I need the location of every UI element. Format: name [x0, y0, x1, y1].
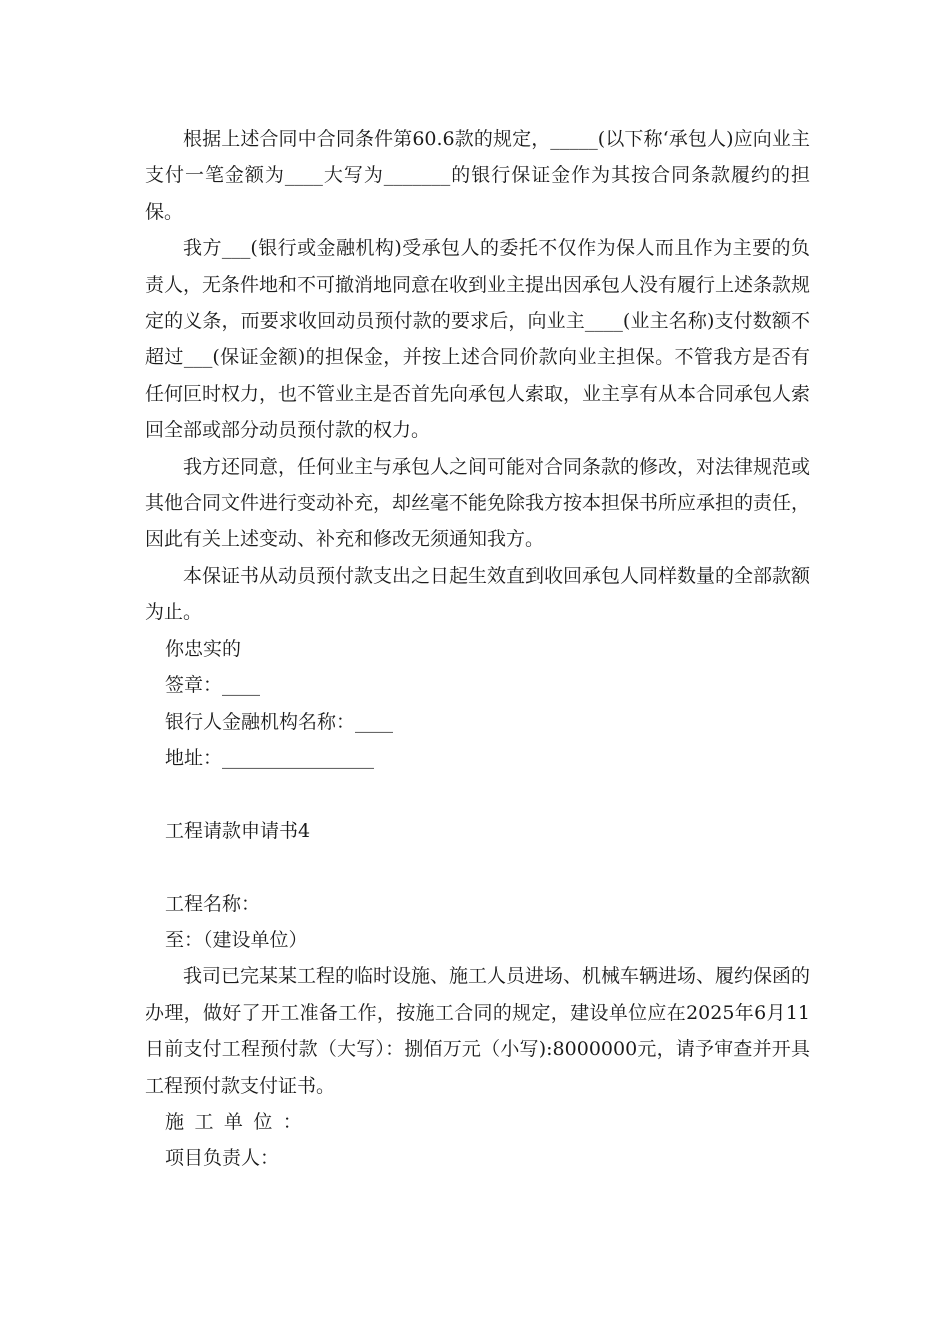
request-paragraph: 我司已完某某工程的临时设施、施工人员进场、机械车辆进场、履约保函的办理，做好了开工准备工作，按施工合同的规定，建设单位应在2025年6月11日前支付工程预付款（大写）：捌佰万元（小写):8000000元，请予审查并开具工程预付款支付证书。 — [145, 965, 811, 1097]
address-line: 地址：________________ — [165, 746, 375, 769]
guarantee-paragraph-1: 根据上述合同中合同条件第60.6款的规定，_____(以下称‘承包人)应向业主支付一笔金额为____大写为_______的银行保证金作为其按合同条款履约的担保。 — [145, 128, 810, 223]
section-title: 工程请款申请书4 — [165, 819, 311, 842]
blank-line — [145, 776, 810, 812]
guarantee-paragraph-2: 我方___(银行或金融机构)受承包人的委托不仅作为保人而且作为主要的负责人，无条件地和不可撤消地同意在收到业主提出因承包人没有履行上述条款规定的义条，而要求收回动员预付款的要求后，向业主____(业主名称)支付数额不超过___(保证金额)的担保金，并按上述合同价款向业主担保。不管我方是否有任何叵时权力，也不管业主是否首先向承包人索取，业主享有从本合同承包人索回全部或部分动员预付款的权力。 — [145, 237, 811, 442]
guarantee-paragraph-3: 我方还同意，任何业主与承包人之间可能对合同条款的修改，对法律规范或其他合同文件进行变动补充，却丝毫不能免除我方按本担保书所应承担的责任，因此有关上述变动、补充和修改无须通知我方。 — [145, 455, 811, 551]
closing-line: 你忠实的 — [165, 637, 242, 660]
guarantee-paragraph-4: 本保证书从动员预付款支出之日起生效直到收回承包人同样数量的全部款额为止。 — [145, 564, 811, 624]
contractor-line: 施工单位： — [165, 1110, 313, 1133]
bank-name-line: 银行人金融机构名称：____ — [165, 710, 394, 733]
document-body — [145, 121, 810, 1177]
project-manager-line: 项目负责人： — [165, 1147, 280, 1170]
signature-line: 签章：____ — [165, 674, 261, 697]
blank-line — [145, 849, 810, 885]
recipient-line: 至：（建设单位） — [165, 928, 308, 951]
project-name-line: 工程名称： — [165, 892, 261, 915]
